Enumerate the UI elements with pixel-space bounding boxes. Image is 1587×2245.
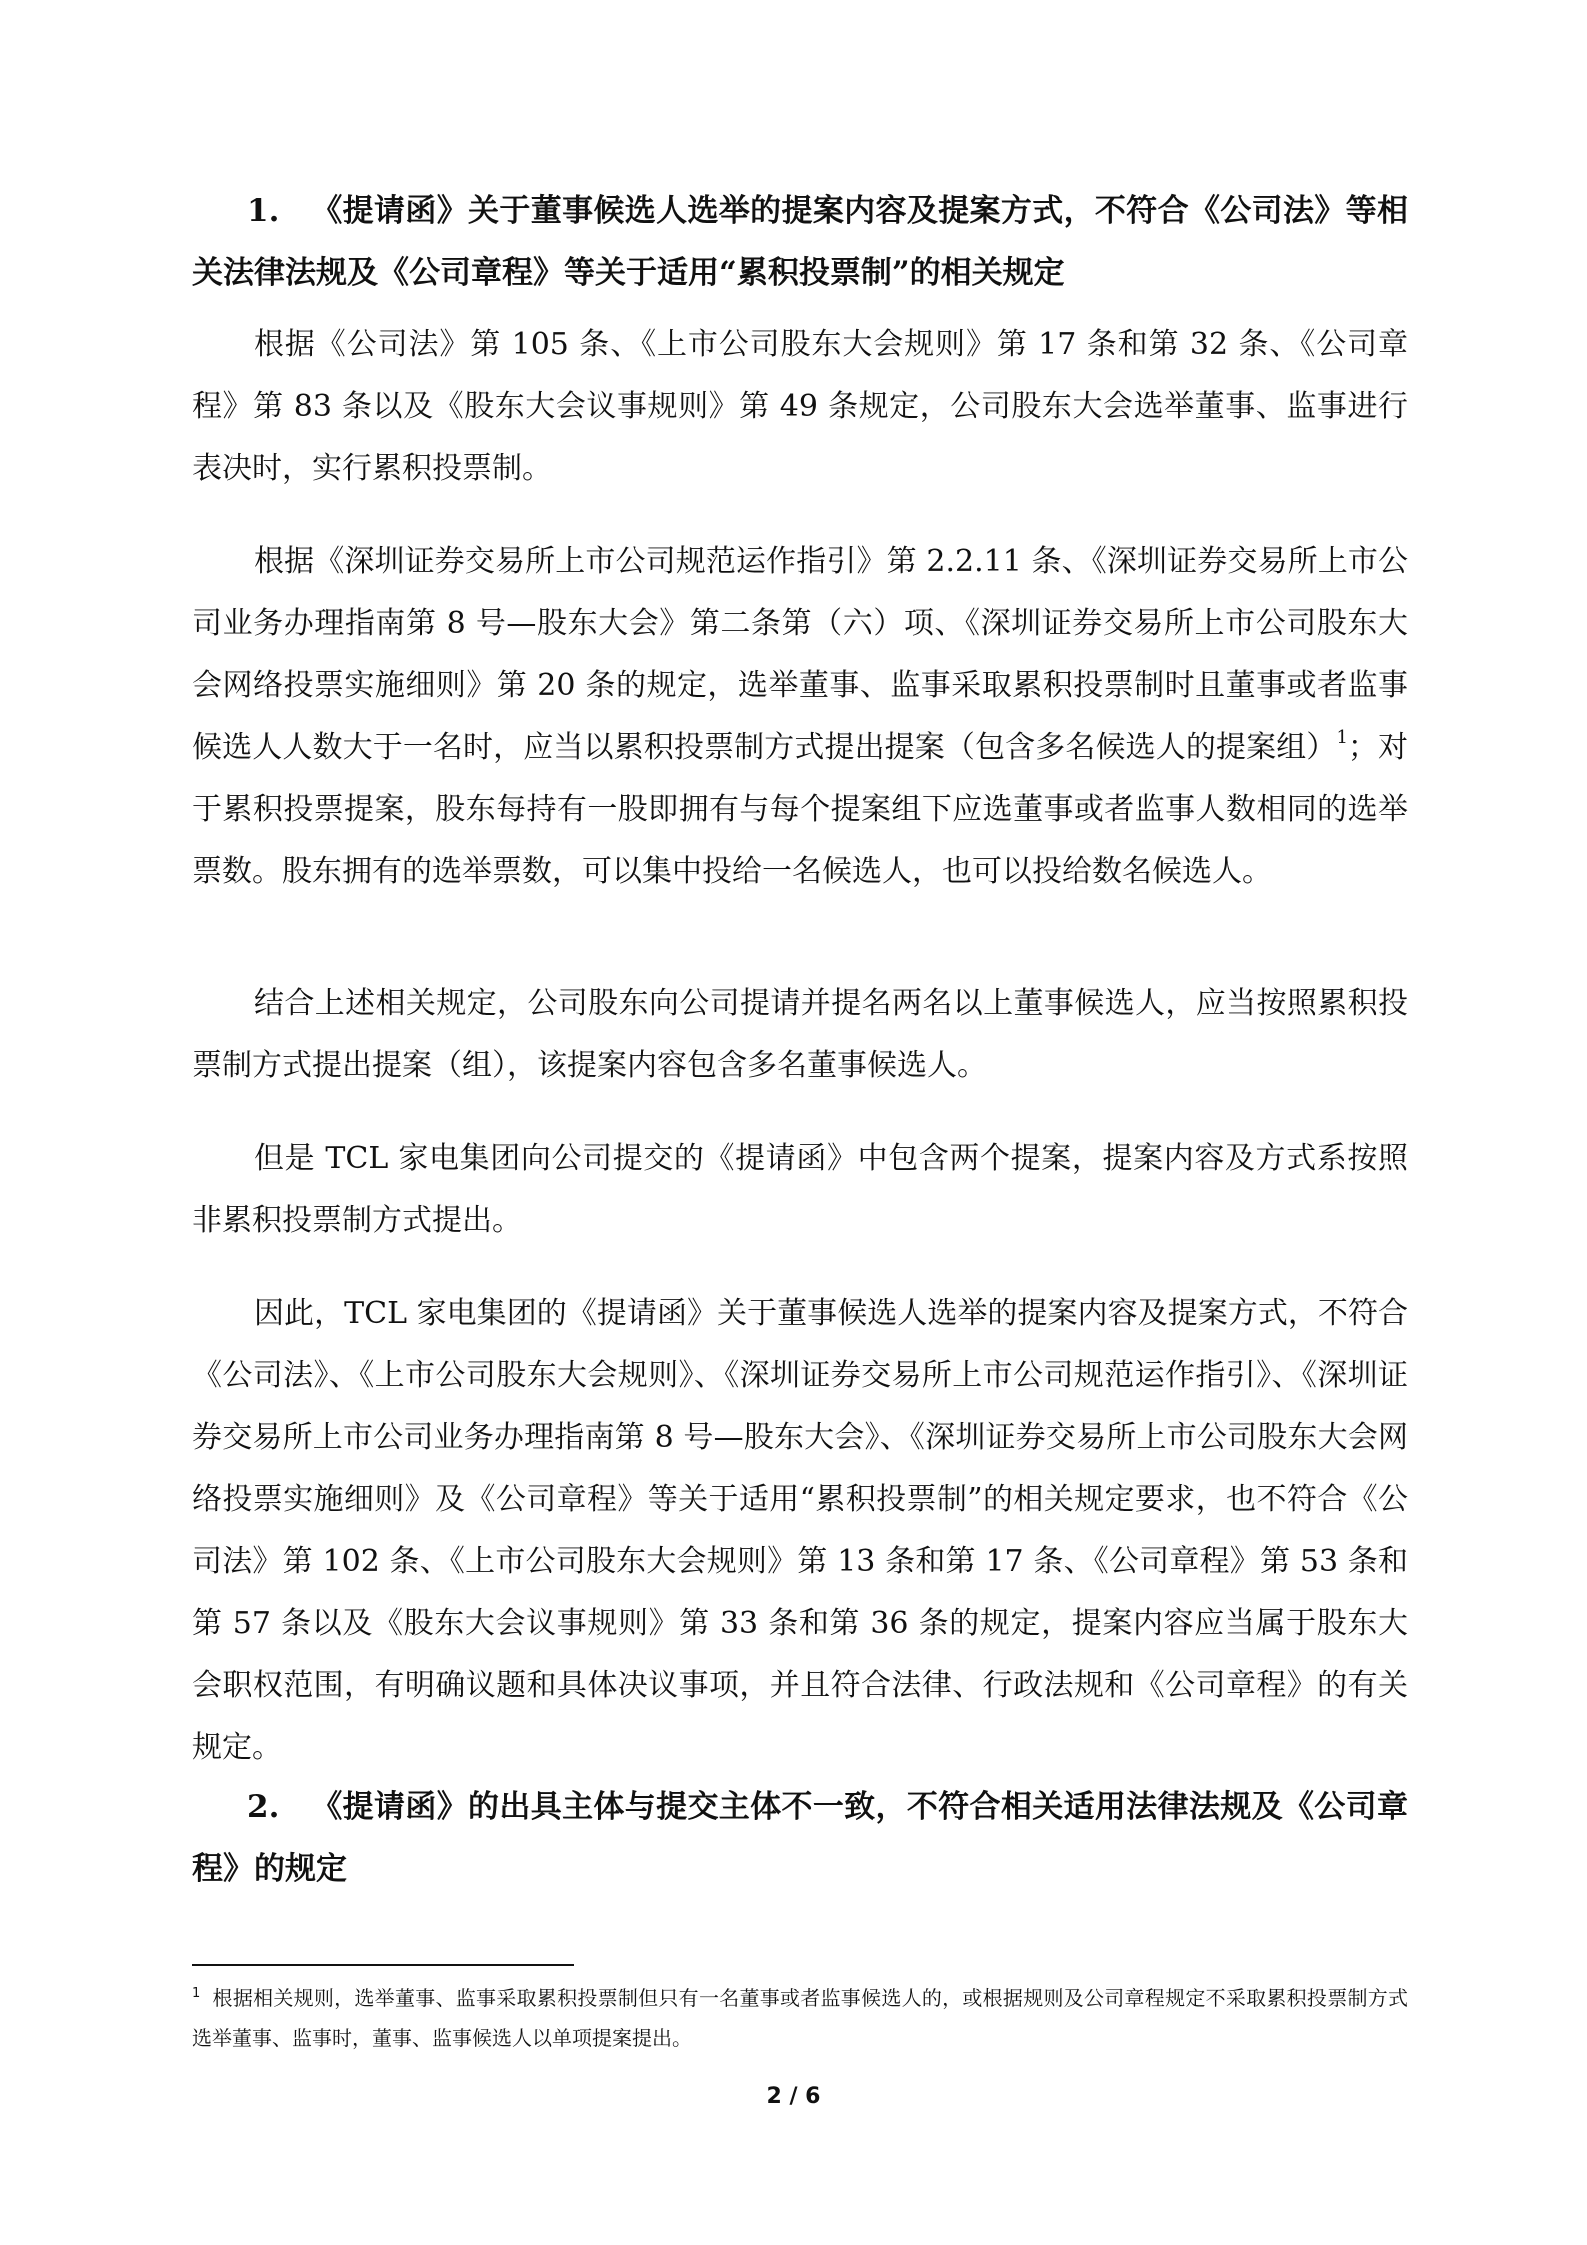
paragraph-text: 根据《深圳证券交易所上市公司规范运作指引》第 2.2.11 条、《深圳证券交易所上市公司业务办理指南第 8 号—股东大会》第二条第（六）项、《深圳证券交易所上市公司股东大会网络投票实施细则》第 20 条的规定，选举董事、监事采取累积投票制时且董事或者监事候选人人数大于一名时，应当以累积投票制方式提出提案（包含多名候选人的提案组）	[192, 544, 1408, 765]
section-number: 1.	[247, 193, 280, 229]
section-heading-text: 《提请函》关于董事候选人选举的提案内容及提案方式，不符合《公司法》等相关法律法规及《公司章程》等关于适用“累积投票制”的相关规定	[192, 193, 1408, 291]
footnote	[192, 1978, 1408, 2058]
section-heading-2	[192, 1776, 1408, 1900]
section-number: 2.	[247, 1789, 280, 1825]
footnote-separator	[192, 1964, 574, 1966]
footnote-reference[interactable]: 1	[1336, 727, 1348, 748]
footnote-text: 根据相关规则，选举董事、监事采取累积投票制但只有一名董事或者监事候选人的，或根据规则及公司章程规定不采取累积投票制方式选举董事、监事时，董事、监事候选人以单项提案提出。	[192, 1986, 1408, 2050]
page-number: 2 / 6	[766, 2084, 821, 2109]
paragraph-text: ；对于累积投票提案，股东每持有一股即拥有与每个提案组下应选董事或者监事人数相同的选举票数。股东拥有的选举票数，可以集中投给一名候选人，也可以投给数名候选人。	[192, 730, 1409, 889]
paragraph	[192, 531, 1408, 903]
paragraph: 但是 TCL 家电集团向公司提交的《提请函》中包含两个提案，提案内容及方式系按照非累积投票制方式提出。	[192, 1141, 1408, 1238]
paragraph: 因此，TCL 家电集团的《提请函》关于董事候选人选举的提案内容及提案方式，不符合《公司法》、《上市公司股东大会规则》、《深圳证券交易所上市公司规范运作指引》、《深圳证券交易所上市公司业务办理指南第 8 号—股东大会》、《深圳证券交易所上市公司股东大会网络投票实施细则》及《公司章程》等关于适用“累积投票制”的相关规定要求，也不符合《公司法》第 102 条、《上市公司股东大会规则》第 13 条和第 17 条、《公司章程》第 53 条和第 57 条以及《股东大会议事规则》第 33 条和第 36 条的规定，提案内容应当属于股东大会职权范围，有明确议题和具体决议事项，并且符合法律、行政法规和《公司章程》的有关规定。	[192, 1296, 1408, 1765]
footnote-mark: 1	[192, 1986, 201, 2001]
section-heading-1	[192, 180, 1408, 304]
paragraph: 结合上述相关规定，公司股东向公司提请并提名两名以上董事候选人，应当按照累积投票制方式提出提案（组），该提案内容包含多名董事候选人。	[192, 986, 1408, 1083]
section-heading-text: 《提请函》的出具主体与提交主体不一致，不符合相关适用法律法规及《公司章程》的规定	[192, 1789, 1408, 1887]
paragraph: 根据《公司法》第 105 条、《上市公司股东大会规则》第 17 条和第 32 条、《公司章程》第 83 条以及《股东大会议事规则》第 49 条规定，公司股东大会选举董事、监事进行表决时，实行累积投票制。	[192, 327, 1408, 486]
